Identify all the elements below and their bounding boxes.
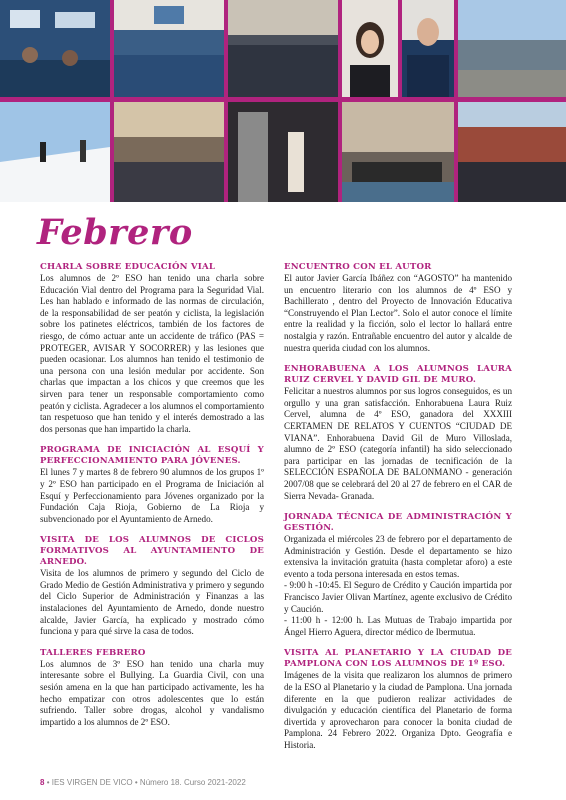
page-number: 8 — [40, 778, 45, 787]
section-title: CHARLA SOBRE EDUCACIÓN VIAL — [40, 262, 216, 272]
section-jornada-tecnica — [284, 512, 512, 638]
section-esqui — [40, 445, 264, 525]
section-body: Felicitar a nuestros alumnos por sus logros conseguidos, es un orgullo y una gran satisfacción. Enhorabuena Laura Ruiz Cervel, alumna de 4º ESO, ganadora del XXXIII CERTAMEN DE RELATOS Y CUENTOS “CIUDAD DE VIANA”. Enhorabuena David Gil de Muro Villoslada, alumno de 2º ESO (categoría infantil) ha sido seleccionado para participar en las jornadas de tecnificación de la SELECCIÓN ESPAÑOLA DE BALONMANO - generación 2007/08 que se celebrará del 20 al 27 de febrero en el CAR de Sierra Nevada- Granada. — [284, 386, 512, 501]
photo-bus-interior — [0, 0, 110, 97]
section-body: Visita de los alumnos de primero y segundo del Ciclo de Grado Medio de Gestión Administrativa y primero y segundo del Ciclo Superior de Administración y Finanzas a las instalaciones del Ayuntamiento de Arnedo, donde nuestro alcalde, Javier García, ha explicado y mostrado cómo funciona y para qué sirve la casa de todos. — [40, 568, 264, 637]
photo-portrait-boy — [402, 0, 454, 97]
section-body: Imágenes de la visita que realizaron los alumnos de primero de la ESO al Planetario y la ciudad de Pamplona. Una jornada diferente en la que pudieron realizar actividades de divulgación y educación científica del Planetario de forma divertida y aprovecharon para conocer la bonita ciudad de Pamplona. 24 Febrero 2022. Organiza Dpto. Geografía e Historia. — [284, 670, 512, 750]
right-column — [284, 262, 512, 762]
section-title: TALLERES FEBRERO — [40, 647, 146, 658]
section-title: ENCUENTRO CON EL AUTOR — [284, 262, 432, 272]
publication-name: IES VIRGEN DE VICO — [51, 778, 133, 787]
section-body: El lunes 7 y martes 8 de febrero 90 alumnos de los grupos 1º y 2º ESO han participado en el Programa de Iniciación al Esquí y Perfeccionamiento para Jóvenes organizado por la Fundación Caja Rioja, Gobierno de La Rioja y subvencionado por el Ayuntamiento de Arnedo. — [40, 467, 264, 524]
section-talleres — [40, 648, 264, 729]
page-footer — [40, 778, 246, 787]
section-body: Organizada el miércoles 23 de febrero por el departamento de Administración y Gestión. Desde el departamento se hizo extensiva la invitación gratuita (hasta completar aforo) a este evento a toda persona interesada en estos temas. - 9:00 h -10:45. El Seguro de Crédito y Caución impartida por Francisco Javier Olivan Martínez, agente exclusivo de Crédito y Caución. - 11:00 h - 12:00 h. Las Mutuas de Trabajo impartida por Ángel Hierro Aguera, director médico de Ibermutua. — [284, 534, 512, 637]
page-title: Febrero — [37, 212, 193, 253]
issue-info: Número 18. Curso 2021-2022 — [139, 778, 246, 787]
section-body: El autor Javier García Ibáñez con “AGOSTO” ha mantenido un encuentro literario con los alumnos de 4º ESO y Bachillerato , dentro del Proyecto de Innovación Educativa “Construyendo el Plan Lector”. Solo el autor conoce el límite entre la realidad y la ficción, solo el lector lo hallará entre nostalgia y razón. Entrañable encuentro del autor y alcalde de nuestra querida ciudad con los alumnos. — [284, 273, 512, 353]
footer-separator: • — [134, 778, 138, 787]
section-educacion-vial — [40, 262, 264, 435]
section-title: VISITA DE LOS ALUMNOS DE CICLOS FORMATIVOS AL AYUNTAMIENTO DE ARNEDO. — [40, 535, 264, 568]
footer-separator: • — [46, 778, 50, 787]
photo-street-group — [458, 102, 566, 202]
photo-speakers-table — [342, 102, 454, 202]
photo-group-indoor — [228, 0, 338, 97]
section-title: ENHORABUENA A LOS ALUMNOS LAURA RUIZ CERVEL Y DAVID GIL DE MURO. — [284, 364, 512, 386]
left-column — [40, 262, 264, 738]
photo-mosaic — [0, 0, 566, 202]
section-visita-ayuntamiento — [40, 535, 264, 638]
photo-lobby-group — [114, 102, 224, 202]
photo-speaker-stage — [228, 102, 338, 202]
photo-ski-slope — [0, 102, 110, 202]
photo-portrait-girl — [342, 0, 398, 97]
photo-group-outdoor — [458, 0, 566, 97]
section-enhorabuena — [284, 364, 512, 502]
section-encuentro-autor — [284, 262, 512, 354]
section-planetario — [284, 648, 512, 751]
photo-auditorium-1 — [114, 0, 224, 97]
section-body: Los alumnos de 2º ESO han tenido una charla sobre Educación Vial dentro del Programa para la Seguridad Vial. Les han hablado e informado de las normas de circulación, de la responsabilidad de ser peatón y ciclista, la legislación sobre los patinetes eléctricos, también de los factores de riesgo, de cómo actuar ante un accidente de tráfico (PAS = PROTEGER, AVISAR Y SOCORRER) y las lesiones que pueden ocasionar. Los alumnos han tenido el testimonio de una persona con una lesión medular por accidente. Son charlas que impactan a los chicos y que creemos que les sirven para tener un responsable comportamiento como peatón y ciclista. Agradecer a los alumnos el comportamiento tan respetuoso que han tenido y el interés demostrado a las dos personas que han impartido la charla. — [40, 273, 264, 434]
section-title: VISITA AL PLANETARIO Y LA CIUDAD DE PAMPLONA CON LOS ALUMNOS DE 1º ESO. — [284, 648, 512, 670]
section-title: JORNADA TÉCNICA DE ADMINISTRACIÓN Y GESTIÓN. — [284, 512, 512, 534]
section-title: PROGRAMA DE INICIACIÓN AL ESQUÍ Y PERFECCIONAMIENTO PARA JÓVENES. — [40, 445, 264, 467]
section-body: Los alumnos de 3º ESO han tenido una charla muy interesante sobre el Bullying. La Guardia Civil, con una sesión amena en la que han participado activamente, les ha hecho empatizar con otros adolescentes que lo están sufriendo. Taller sobre drogas, alcohol y vandalismo impartido a los alumnos de 2º ESO. — [40, 658, 264, 727]
